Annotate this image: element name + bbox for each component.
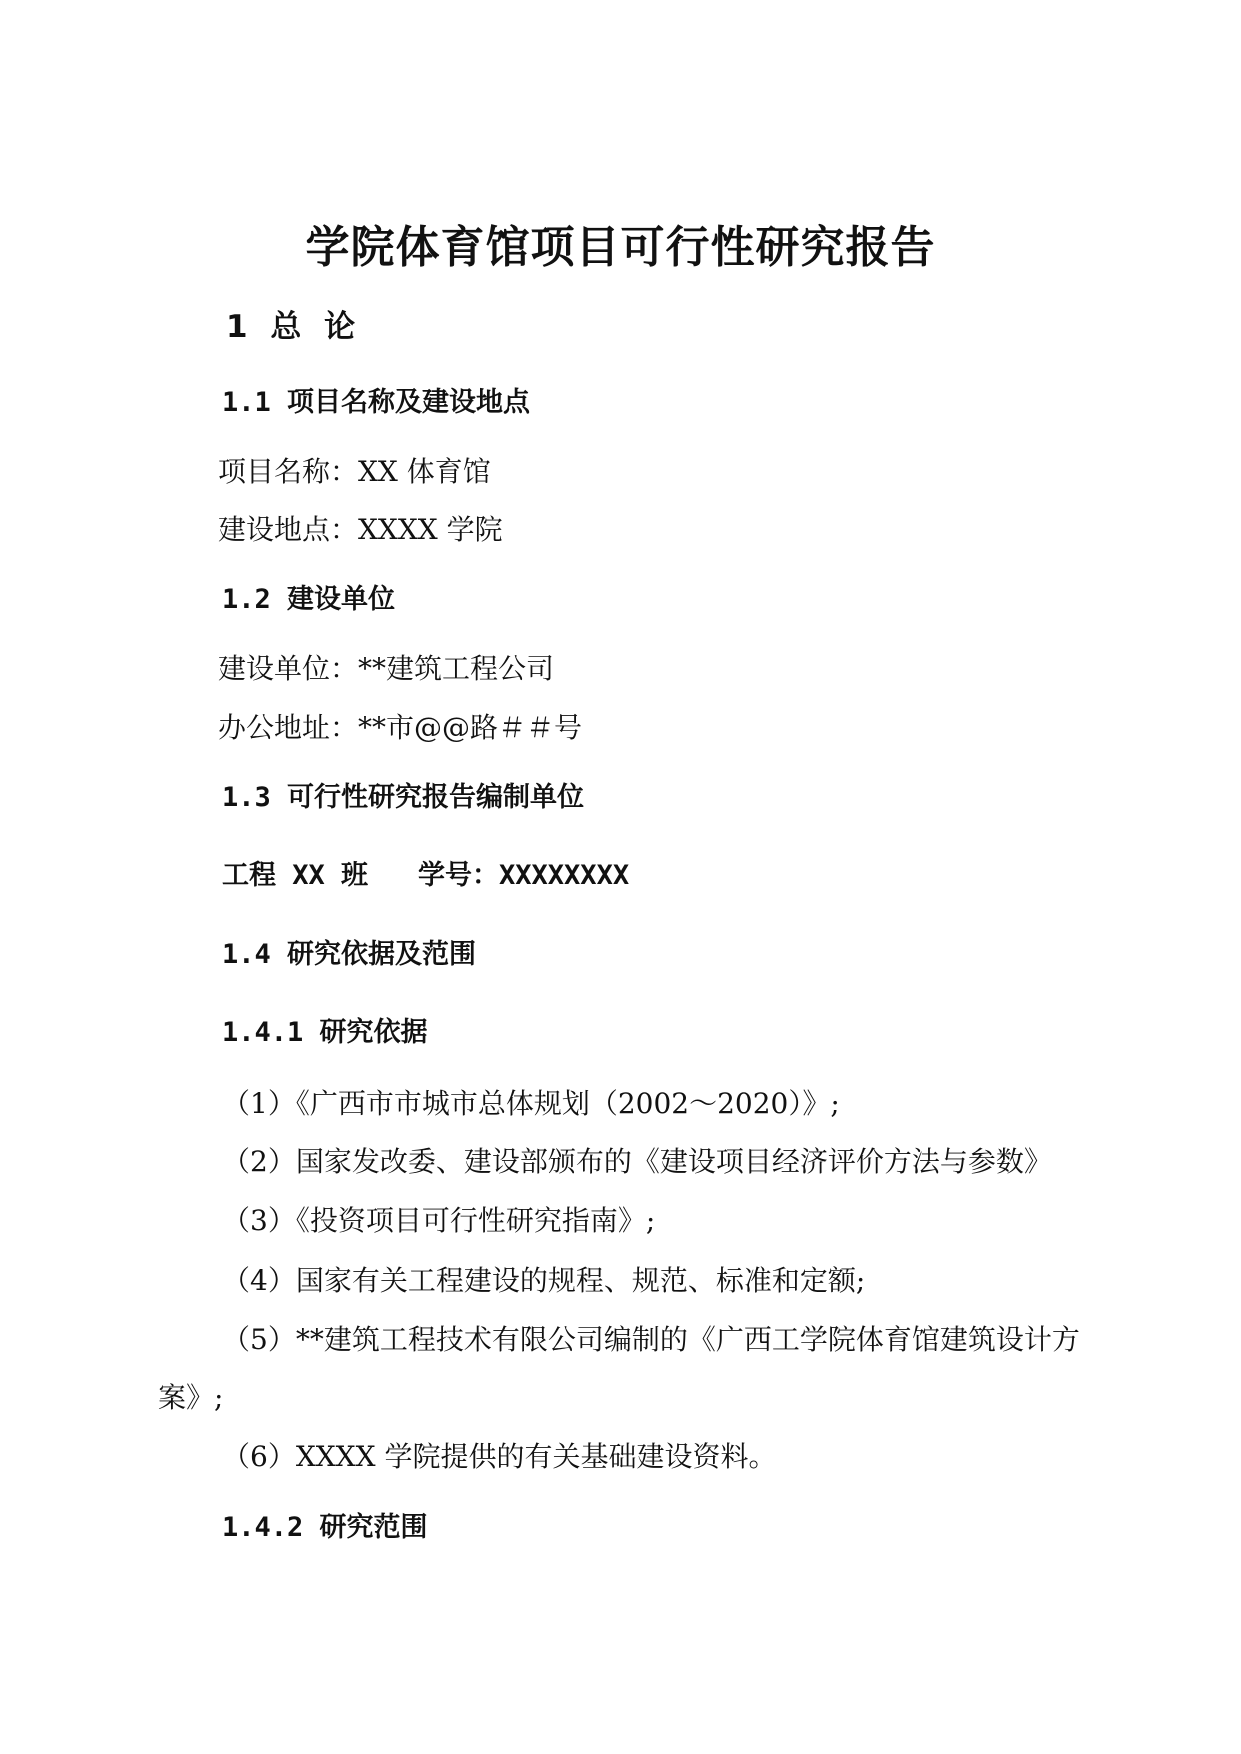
basis-item-5: （5）**建筑工程技术有限公司编制的《广西工学院体育馆建筑设计方 bbox=[222, 1323, 1080, 1356]
construction-site-line: 建设地点：XXXX 学院 bbox=[218, 513, 503, 546]
section-heading-1-1: 1.1 项目名称及建设地点 bbox=[222, 387, 531, 418]
basis-item-6: （6）XXXX 学院提供的有关基础建设资料。 bbox=[222, 1440, 777, 1473]
chapter-heading: 1 总 论 bbox=[226, 309, 362, 345]
project-name-line: 项目名称：XX 体育馆 bbox=[218, 455, 491, 488]
class-label: 工程 XX 班 bbox=[222, 860, 369, 891]
student-id: 学号：XXXXXXXX bbox=[418, 860, 630, 891]
basis-item-5-continuation: 案》; bbox=[158, 1381, 224, 1414]
section-heading-1-4: 1.4 研究依据及范围 bbox=[222, 939, 477, 970]
office-address-line: 办公地址：**市@@路＃＃号 bbox=[218, 711, 583, 744]
section-heading-1-3: 1.3 可行性研究报告编制单位 bbox=[222, 782, 585, 813]
basis-item-2: （2）国家发改委、建设部颁布的《建设项目经济评价方法与参数》 bbox=[222, 1145, 1052, 1178]
builder-line: 建设单位：**建筑工程公司 bbox=[218, 652, 555, 685]
section-heading-1-4-1: 1.4.1 研究依据 bbox=[222, 1017, 428, 1048]
section-heading-1-2: 1.2 建设单位 bbox=[222, 584, 396, 615]
basis-item-3: （3）《投资项目可行性研究指南》; bbox=[222, 1204, 656, 1237]
basis-item-1: （1）《广西市市城市总体规划（2002～2020）》; bbox=[222, 1087, 840, 1120]
basis-item-4: （4）国家有关工程建设的规程、规范、标准和定额; bbox=[222, 1264, 866, 1297]
section-heading-1-4-2: 1.4.2 研究范围 bbox=[222, 1512, 428, 1543]
author-line bbox=[222, 862, 629, 889]
document-title: 学院体育馆项目可行性研究报告 bbox=[305, 222, 936, 273]
